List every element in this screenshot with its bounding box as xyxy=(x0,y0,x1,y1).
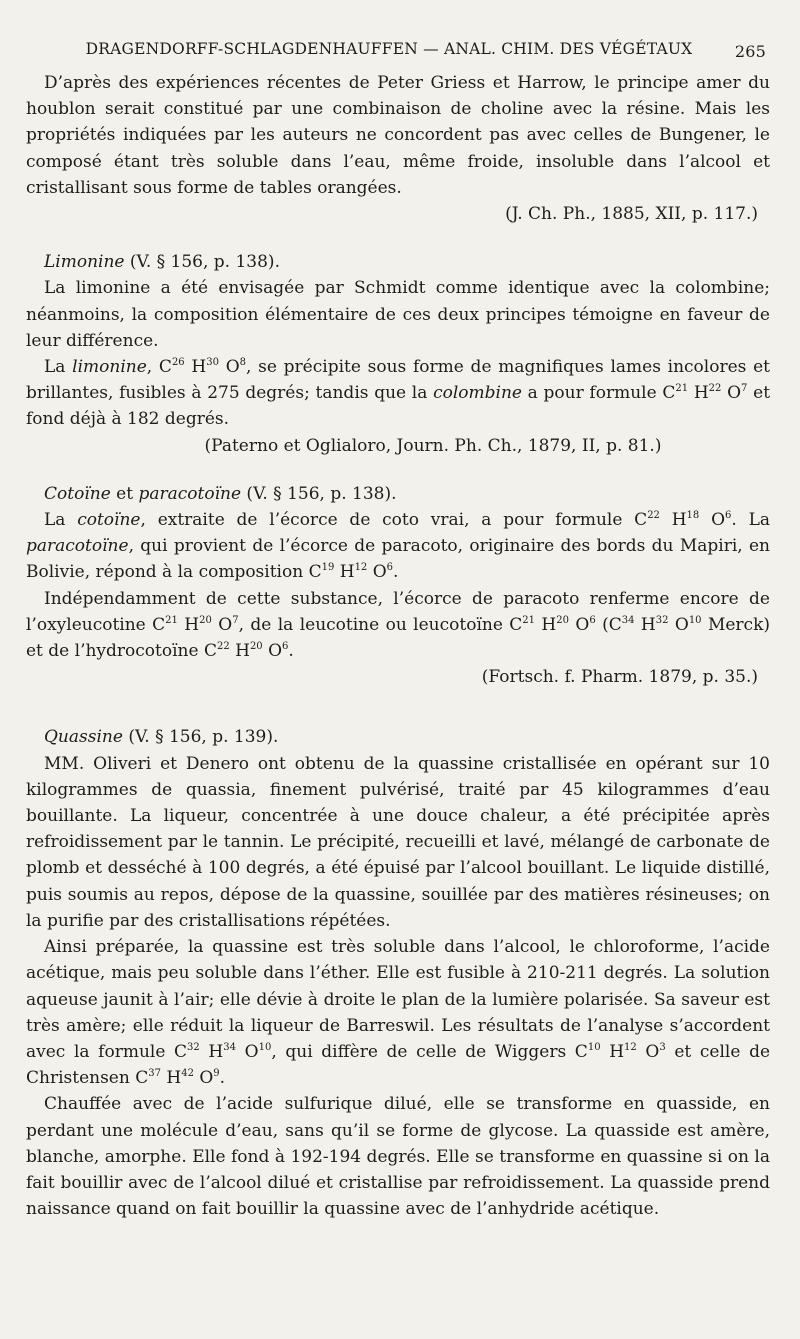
heading-quassine-name: Quassine xyxy=(44,727,123,748)
paragraph-limonine-1: La limonine a été envisagée par Schmidt comme identique avec la colombine; néanmoins, la composition élémentaire de ces deux principes témoigne en faveur de leur différence. xyxy=(26,278,770,351)
paragraph-quassine-2: Ainsi préparée, la quassine est très soluble dans l’alcool, le chloroforme, l’acide acétique, mais peu soluble dans l’éther. Elle est fusible à 210-211 degrés. La solution aqueuse jaunit à l’air; elle dévie à droite le plan de la lumière polarisée. Sa saveur est très amère; elle réduit la liqueur de Barreswil. Les résultats de l’analyse s’accordent avec la formule $C^{32}$ $H^{34}$ $O^{10}$, qui diffère de celle de Wiggers $C^{10}$ $H^{12}$ $O^3$ et celle de Christensen $C^{37}$ $H^{42}$ $O^9$. xyxy=(26,937,771,1089)
section-heading-cotoine: Cotoïne et paracotoïne (V. § 156, p. 138). xyxy=(44,483,397,504)
running-head xyxy=(26,40,770,70)
heading-cotoine-name: Cotoïne xyxy=(44,483,111,504)
section-heading-quassine xyxy=(26,724,770,750)
paragraph-limonine-2: La limonine, $C^{26}$ $H^{30}$ $O^8$, se précipite sous forme de magnifiques lames incolores et brillantes, fusibles à 275 degrés; tandis que la colombine a pour formule $C^{21}$ $H^{22}$ $O^7$ et fond déjà à 182 degrés. xyxy=(26,357,771,430)
heading-paracotoine-name: paracotoïne xyxy=(138,483,242,504)
page-number: 265 xyxy=(734,42,766,61)
paragraph-cotoine-2: Indépendamment de cette substance, l’écorce de paracoto renferme encore de l’oxyleucotine $C^{21}$ $H^{20}$ $O^7$, de la leucotine ou leucotoïne $C^{21}$ $H^{20}$ $O^6$ ($C^{34}$ $H^{32}$ $O^{10}$ Merck) et de l’hydrocotoïne $C^{22}$ $H^{20}$ $O^6$. xyxy=(26,588,770,662)
reference-fortsch: (Fortsch. f. Pharm. 1879, p. 35.) xyxy=(481,667,758,688)
reference-jchph: (J. Ch. Ph., 1885, XII, p. 117.) xyxy=(505,204,758,225)
paragraph-quassine-3: Chauffée avec de l’acide sulfurique dilué, elle se transforme en quasside, en perdant une molécule d’eau, sans qu’il se forme de glycose. La quasside est amère, blanche, amorphe. Elle fond à 192-194 degrés. Elle se transforme en quassine si on la fait bouillir avec de l’alcool dilué et cristallise par refroidissement. La quasside prend naissance quand on fait bouillir la quassine avec de l’anhydride acétique. xyxy=(26,1094,770,1220)
running-title: DRAGENDORFF-SCHLAGDENHAUFFEN — ANAL. CHIM. DES VÉGÉTAUX xyxy=(85,40,693,58)
section-heading-limonine xyxy=(26,249,770,275)
reference-paterno: (Paterno et Oglialoro, Journ. Ph. Ch., 1879, II, p. 81.) xyxy=(204,435,662,456)
paragraph-quassine-1: MM. Oliveri et Denero ont obtenu de la quassine cristallisée en opérant sur 10 kilogrammes de quassia, finement pulvérisé, traité par 45 kilogrammes d’eau bouillante. La liqueur, concentrée à une douce chaleur, a été précipitée après refroidissement par le tannin. Le précipité, recueilli et lavé, mélangé de carbonate de plomb et desséché à 100 degrés, a été épuisé par l’alcool bouillant. Le liquide distillé, puis soumis au repos, dépose de la quassine, souillée par des matières résineuses; on la purifie par des cristallisations répétées. xyxy=(26,753,770,931)
heading-limonine-name: Limonine xyxy=(44,252,125,273)
heading-limonine-ref: (V. § 156, p. 138). xyxy=(124,252,280,273)
paragraph-cotoine-1: La cotoïne, extraite de l’écorce de coto vrai, a pour formule $C^{22}$ $H^{18}$ $O^6$. La paracotoïne, qui provient de l’écorce de paracoto, originaire des bords du Mapiri, en Bolivie, répond à la composition $C^{19}$ $H^{12}$ $O^6$. xyxy=(26,510,771,583)
heading-cotoine-ref: (V. § 156, p. 138). xyxy=(241,483,397,504)
paragraph-houblon: D’après des expériences récentes de Peter Griess et Harrow, le principe amer du houblon serait constitué par une combinaison de choline avec la résine. Mais les propriétés indiquées par les auteurs ne concordent pas avec celles de Bungener, le composé étant très soluble dans l’eau, même froide, insoluble dans l’alcool et cristallisant sous forme de tables orangées. xyxy=(26,73,770,198)
heading-quassine-ref: (V. § 156, p. 139). xyxy=(122,727,279,748)
